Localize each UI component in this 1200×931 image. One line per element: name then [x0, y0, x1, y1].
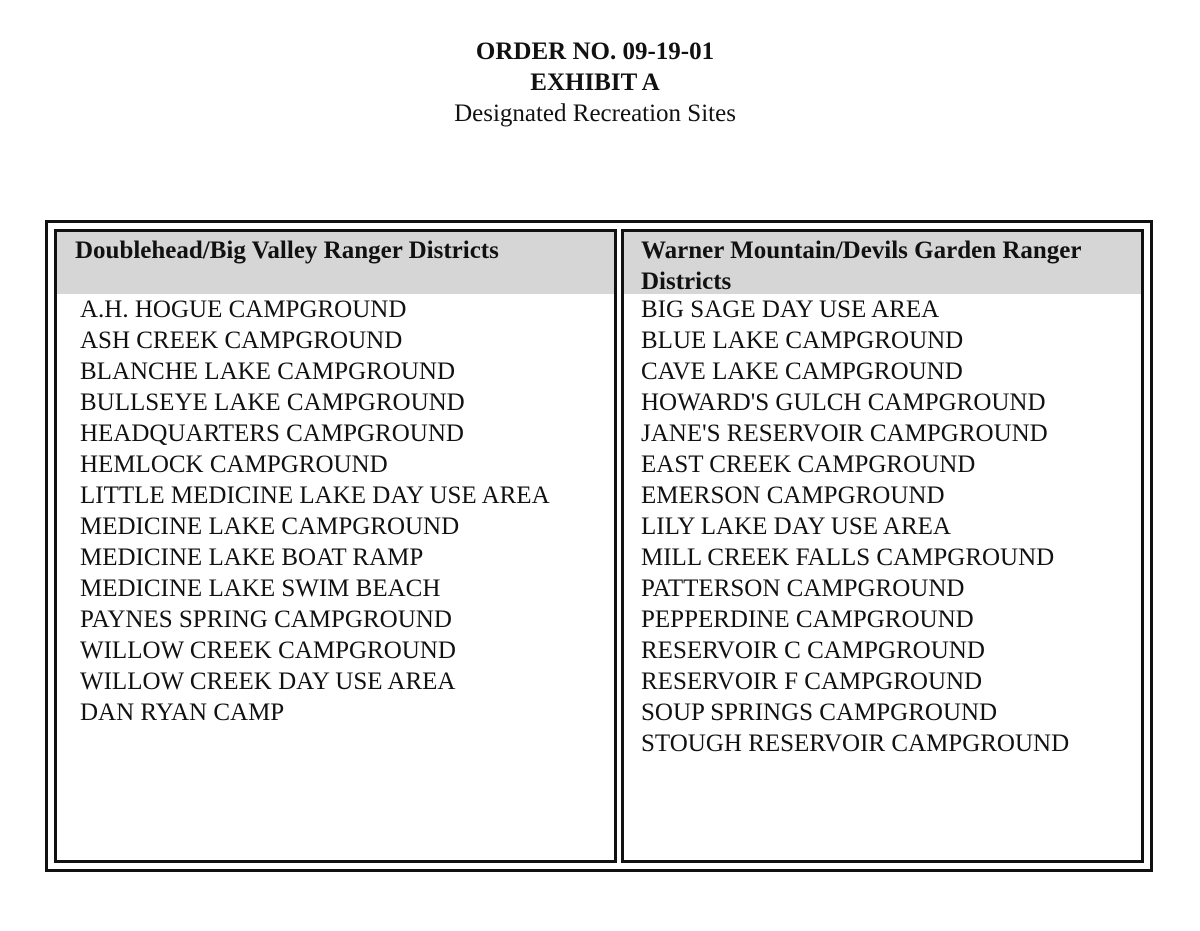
- site-list-item: BLUE LAKE CAMPGROUND: [641, 327, 964, 354]
- site-list-item: LITTLE MEDICINE LAKE DAY USE AREA: [80, 482, 550, 509]
- order-number: ORDER NO. 09-19-01: [475, 38, 715, 65]
- site-list-item: MEDICINE LAKE SWIM BEACH: [80, 575, 441, 602]
- site-list-item: SOUP SPRINGS CAMPGROUND: [641, 699, 998, 726]
- site-list-item: JANE'S RESERVOIR CAMPGROUND: [641, 420, 1048, 447]
- site-list-item: A.H. HOGUE CAMPGROUND: [80, 296, 407, 323]
- site-list-item: RESERVOIR F CAMPGROUND: [641, 668, 983, 695]
- site-list-item: BULLSEYE LAKE CAMPGROUND: [80, 389, 465, 416]
- site-list-item: HEMLOCK CAMPGROUND: [80, 451, 388, 478]
- site-list-item: DAN RYAN CAMP: [80, 699, 285, 726]
- site-list-item: BLANCHE LAKE CAMPGROUND: [80, 358, 456, 385]
- site-list-item: WILLOW CREEK DAY USE AREA: [80, 668, 456, 695]
- sites-table: [45, 220, 1153, 872]
- exhibit-title: EXHIBIT A: [530, 69, 660, 96]
- site-list-item: MEDICINE LAKE BOAT RAMP: [80, 544, 424, 571]
- left-district-heading: Doublehead/Big Valley Ranger Districts: [57, 232, 614, 294]
- site-list-item: BIG SAGE DAY USE AREA: [641, 296, 940, 323]
- site-list-item: WILLOW CREEK CAMPGROUND: [80, 637, 456, 664]
- right-district-column: [621, 229, 1144, 863]
- site-list-item: MILL CREEK FALLS CAMPGROUND: [641, 544, 1055, 571]
- site-list-item: EMERSON CAMPGROUND: [641, 482, 945, 509]
- document-header: [0, 36, 1200, 129]
- site-list-item: MEDICINE LAKE CAMPGROUND: [80, 513, 460, 540]
- site-list-item: RESERVOIR C CAMPGROUND: [641, 637, 985, 664]
- site-list-item: CAVE LAKE CAMPGROUND: [641, 358, 963, 385]
- document-subtitle: Designated Recreation Sites: [454, 100, 736, 127]
- site-list-item: EAST CREEK CAMPGROUND: [641, 451, 976, 478]
- site-list-item: ASH CREEK CAMPGROUND: [80, 327, 403, 354]
- site-list-item: PATTERSON CAMPGROUND: [641, 575, 965, 602]
- left-site-list: [57, 294, 614, 728]
- right-district-heading: Warner Mountain/Devils Garden Ranger Districts: [624, 232, 1141, 294]
- site-list-item: STOUGH RESERVOIR CAMPGROUND: [641, 730, 1070, 757]
- site-list-item: HEADQUARTERS CAMPGROUND: [80, 420, 464, 447]
- site-list-item: HOWARD'S GULCH CAMPGROUND: [641, 389, 1046, 416]
- site-list-item: PAYNES SPRING CAMPGROUND: [80, 606, 452, 633]
- right-site-list: [624, 294, 1141, 759]
- site-list-item: PEPPERDINE CAMPGROUND: [641, 606, 974, 633]
- site-list-item: LILY LAKE DAY USE AREA: [641, 513, 951, 540]
- left-district-column: [54, 229, 617, 863]
